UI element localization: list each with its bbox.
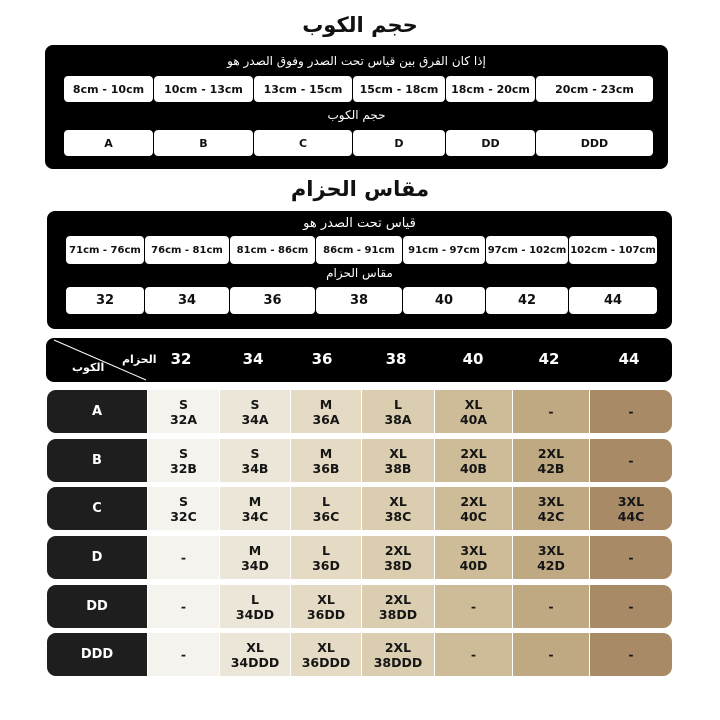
size-letter: - xyxy=(628,599,634,614)
size-cell xyxy=(148,390,219,433)
size-letter: 2XL xyxy=(384,542,412,558)
size-cell xyxy=(435,585,512,628)
size-letter: XL xyxy=(389,445,407,461)
bra-size-code: 38C xyxy=(384,508,412,524)
size-letter: 3XL xyxy=(617,493,645,509)
size-letter: - xyxy=(548,647,554,662)
size-cell xyxy=(220,633,290,676)
cup-cell: DD xyxy=(446,130,535,156)
bra-size-code: 38D xyxy=(384,557,412,573)
band-numbers-row xyxy=(66,287,657,314)
size-cell xyxy=(291,585,361,628)
band-column-header: 42 xyxy=(538,350,560,368)
range-cell: 86cm - 91cm xyxy=(316,236,402,264)
size-letter: - xyxy=(470,647,477,662)
cup-cell: D xyxy=(353,130,445,156)
bra-size-code: 44C xyxy=(617,508,645,524)
size-cell xyxy=(513,487,589,530)
size-cell xyxy=(435,633,512,676)
band-cell: 42 xyxy=(486,287,568,314)
bra-size-code: 38A xyxy=(384,411,412,427)
size-cell xyxy=(513,633,589,676)
band-cell: 34 xyxy=(145,287,229,314)
bra-size-code: 40D xyxy=(459,557,488,573)
size-letter: 2XL xyxy=(460,493,487,509)
size-letter: - xyxy=(628,550,634,565)
size-letter: XL xyxy=(246,639,264,655)
cup-row-label: B xyxy=(47,439,147,482)
range-cell: 91cm - 97cm xyxy=(403,236,485,264)
range-cell: 71cm - 76cm xyxy=(66,236,144,264)
cup-row-label: C xyxy=(47,487,147,530)
bra-size-code: 40A xyxy=(459,411,488,427)
bra-size-code: 40B xyxy=(460,460,487,476)
band-cell: 44 xyxy=(569,287,657,314)
size-cell xyxy=(220,439,290,482)
size-letter: - xyxy=(548,599,554,614)
cup-row-label: A xyxy=(47,390,147,433)
size-letter: M xyxy=(248,493,262,509)
range-cell: 81cm - 86cm xyxy=(230,236,315,264)
cup-row-label: DDD xyxy=(47,633,147,676)
size-cell xyxy=(291,536,361,579)
size-letter: S xyxy=(178,396,188,412)
cup-cell: A xyxy=(64,130,153,156)
size-cell xyxy=(362,439,434,482)
bra-size-code: 36DD xyxy=(306,606,346,622)
band-size-title: مقاس الحزام xyxy=(290,177,430,201)
size-cell xyxy=(513,390,589,433)
size-cell xyxy=(291,633,361,676)
bra-size-code: 34C xyxy=(241,508,269,524)
size-cell xyxy=(291,390,361,433)
size-row xyxy=(47,487,673,530)
difference-label: إذا كان الفرق بين قياس تحت الصدر وفوق الصدر هو xyxy=(227,54,486,68)
bra-size-code: 38B xyxy=(384,460,412,476)
size-cell xyxy=(435,487,512,530)
size-letter: XL xyxy=(389,493,407,509)
cup-size-panel xyxy=(45,45,668,169)
size-letter: 2XL xyxy=(384,639,412,655)
cup-cell: C xyxy=(254,130,352,156)
band-column-header: 44 xyxy=(618,350,640,368)
size-letter: S xyxy=(250,445,260,461)
cup-size-title: حجم الكوب xyxy=(302,13,418,37)
size-cell xyxy=(590,633,672,676)
size-letter: 2XL xyxy=(537,445,565,461)
range-cell: 102cm - 107cm xyxy=(569,236,657,264)
size-cell xyxy=(362,536,434,579)
size-letter: M xyxy=(319,396,333,412)
bra-size-code: 32B xyxy=(170,460,197,476)
cup-label: حجم الكوب xyxy=(327,108,386,122)
underbust-label: قياس تحت الصدر هو xyxy=(303,216,416,231)
bra-size-code: 34DDD xyxy=(230,654,280,670)
size-letter: - xyxy=(180,647,187,662)
size-row xyxy=(47,585,673,628)
cup-header-label: الكوب xyxy=(72,361,105,374)
size-letter: L xyxy=(394,396,402,412)
bra-size-code: 34A xyxy=(241,411,269,427)
range-cell: 20cm - 23cm xyxy=(536,76,653,102)
size-cell xyxy=(435,390,512,433)
bra-size-code: 32A xyxy=(169,411,198,427)
size-cell xyxy=(148,633,219,676)
band-column-header: 34 xyxy=(242,350,264,368)
size-cell xyxy=(435,536,512,579)
size-letter: - xyxy=(628,647,634,662)
size-cell xyxy=(220,536,290,579)
size-letter: - xyxy=(180,550,187,565)
size-letter: L xyxy=(322,542,330,558)
size-letter: M xyxy=(248,542,262,558)
cup-row-label: D xyxy=(47,536,147,579)
band-cell: 32 xyxy=(66,287,144,314)
range-cell: 8cm - 10cm xyxy=(64,76,153,102)
bra-size-code: 32C xyxy=(170,508,197,524)
bra-size-code: 34DD xyxy=(235,606,275,622)
band-cell: 36 xyxy=(230,287,315,314)
bra-size-code: 34B xyxy=(241,460,269,476)
difference-ranges-row xyxy=(64,76,653,102)
size-grid-header xyxy=(46,338,672,382)
bra-size-code: 34D xyxy=(241,557,269,573)
range-cell: 13cm - 15cm xyxy=(254,76,352,102)
size-letter: 2XL xyxy=(384,591,412,607)
size-letter: XL xyxy=(317,591,335,607)
size-cell xyxy=(362,487,434,530)
bra-size-code: 36A xyxy=(312,411,340,427)
band-size-panel xyxy=(47,211,672,329)
size-cell xyxy=(362,633,434,676)
size-cell xyxy=(435,439,512,482)
cup-row-label: DD xyxy=(47,585,147,628)
cup-letters-row xyxy=(64,130,653,156)
bra-size-code: 38DDD xyxy=(373,654,423,670)
size-cell xyxy=(590,390,672,433)
size-cell xyxy=(148,439,219,482)
range-cell: 76cm - 81cm xyxy=(145,236,229,264)
size-row xyxy=(47,439,673,482)
size-letter: 3XL xyxy=(460,542,487,558)
size-row xyxy=(47,390,673,433)
band-header-label: الحزام xyxy=(122,353,157,366)
size-cell xyxy=(220,585,290,628)
band-cell: 38 xyxy=(316,287,402,314)
range-cell: 18cm - 20cm xyxy=(446,76,535,102)
size-cell xyxy=(590,487,672,530)
band-column-header: 38 xyxy=(385,350,407,368)
bra-size-code: 42C xyxy=(537,508,565,524)
size-letter: S xyxy=(178,493,188,509)
size-letter: L xyxy=(322,493,330,509)
size-letter: 3XL xyxy=(537,542,565,558)
size-row xyxy=(47,633,673,676)
bra-size-code: 42D xyxy=(537,557,565,573)
size-cell xyxy=(513,536,589,579)
size-letter: - xyxy=(548,404,554,419)
size-letter: 3XL xyxy=(537,493,565,509)
size-cell xyxy=(148,536,219,579)
size-letter: - xyxy=(180,599,187,614)
size-letter: M xyxy=(319,445,333,461)
size-letter: XL xyxy=(464,396,483,412)
size-letter: L xyxy=(251,591,259,607)
cup-cell: DDD xyxy=(536,130,653,156)
size-cell xyxy=(362,390,434,433)
range-cell: 10cm - 13cm xyxy=(154,76,253,102)
size-cell xyxy=(513,439,589,482)
bra-size-code: 42B xyxy=(537,460,565,476)
size-cell xyxy=(220,390,290,433)
size-letter: XL xyxy=(317,639,335,655)
size-letter: S xyxy=(178,445,188,461)
band-label: مقاس الحزام xyxy=(326,266,393,280)
bra-size-code: 38DD xyxy=(378,606,418,622)
size-cell xyxy=(220,487,290,530)
band-column-header: 32 xyxy=(170,350,192,368)
bra-size-code: 36DDD xyxy=(301,654,351,670)
size-cell xyxy=(590,585,672,628)
size-letter: 2XL xyxy=(460,445,487,461)
underbust-ranges-row xyxy=(66,236,657,264)
band-column-header: 40 xyxy=(462,350,484,368)
size-cell xyxy=(148,585,219,628)
size-row xyxy=(47,536,673,579)
size-letter: - xyxy=(628,404,634,419)
size-cell xyxy=(362,585,434,628)
size-cell xyxy=(291,487,361,530)
range-cell: 97cm - 102cm xyxy=(486,236,568,264)
bra-size-code: 40C xyxy=(460,508,487,524)
band-cell: 40 xyxy=(403,287,485,314)
size-cell xyxy=(590,536,672,579)
size-cell xyxy=(590,439,672,482)
cup-cell: B xyxy=(154,130,253,156)
size-letter: - xyxy=(628,453,634,468)
size-cell xyxy=(513,585,589,628)
bra-size-code: 36D xyxy=(312,557,340,573)
size-letter: S xyxy=(250,396,260,412)
range-cell: 15cm - 18cm xyxy=(353,76,445,102)
size-letter: - xyxy=(470,599,477,614)
size-cell xyxy=(291,439,361,482)
band-column-header: 36 xyxy=(311,350,333,368)
bra-size-code: 36C xyxy=(312,508,340,524)
bra-size-code: 36B xyxy=(312,460,340,476)
size-cell xyxy=(148,487,219,530)
